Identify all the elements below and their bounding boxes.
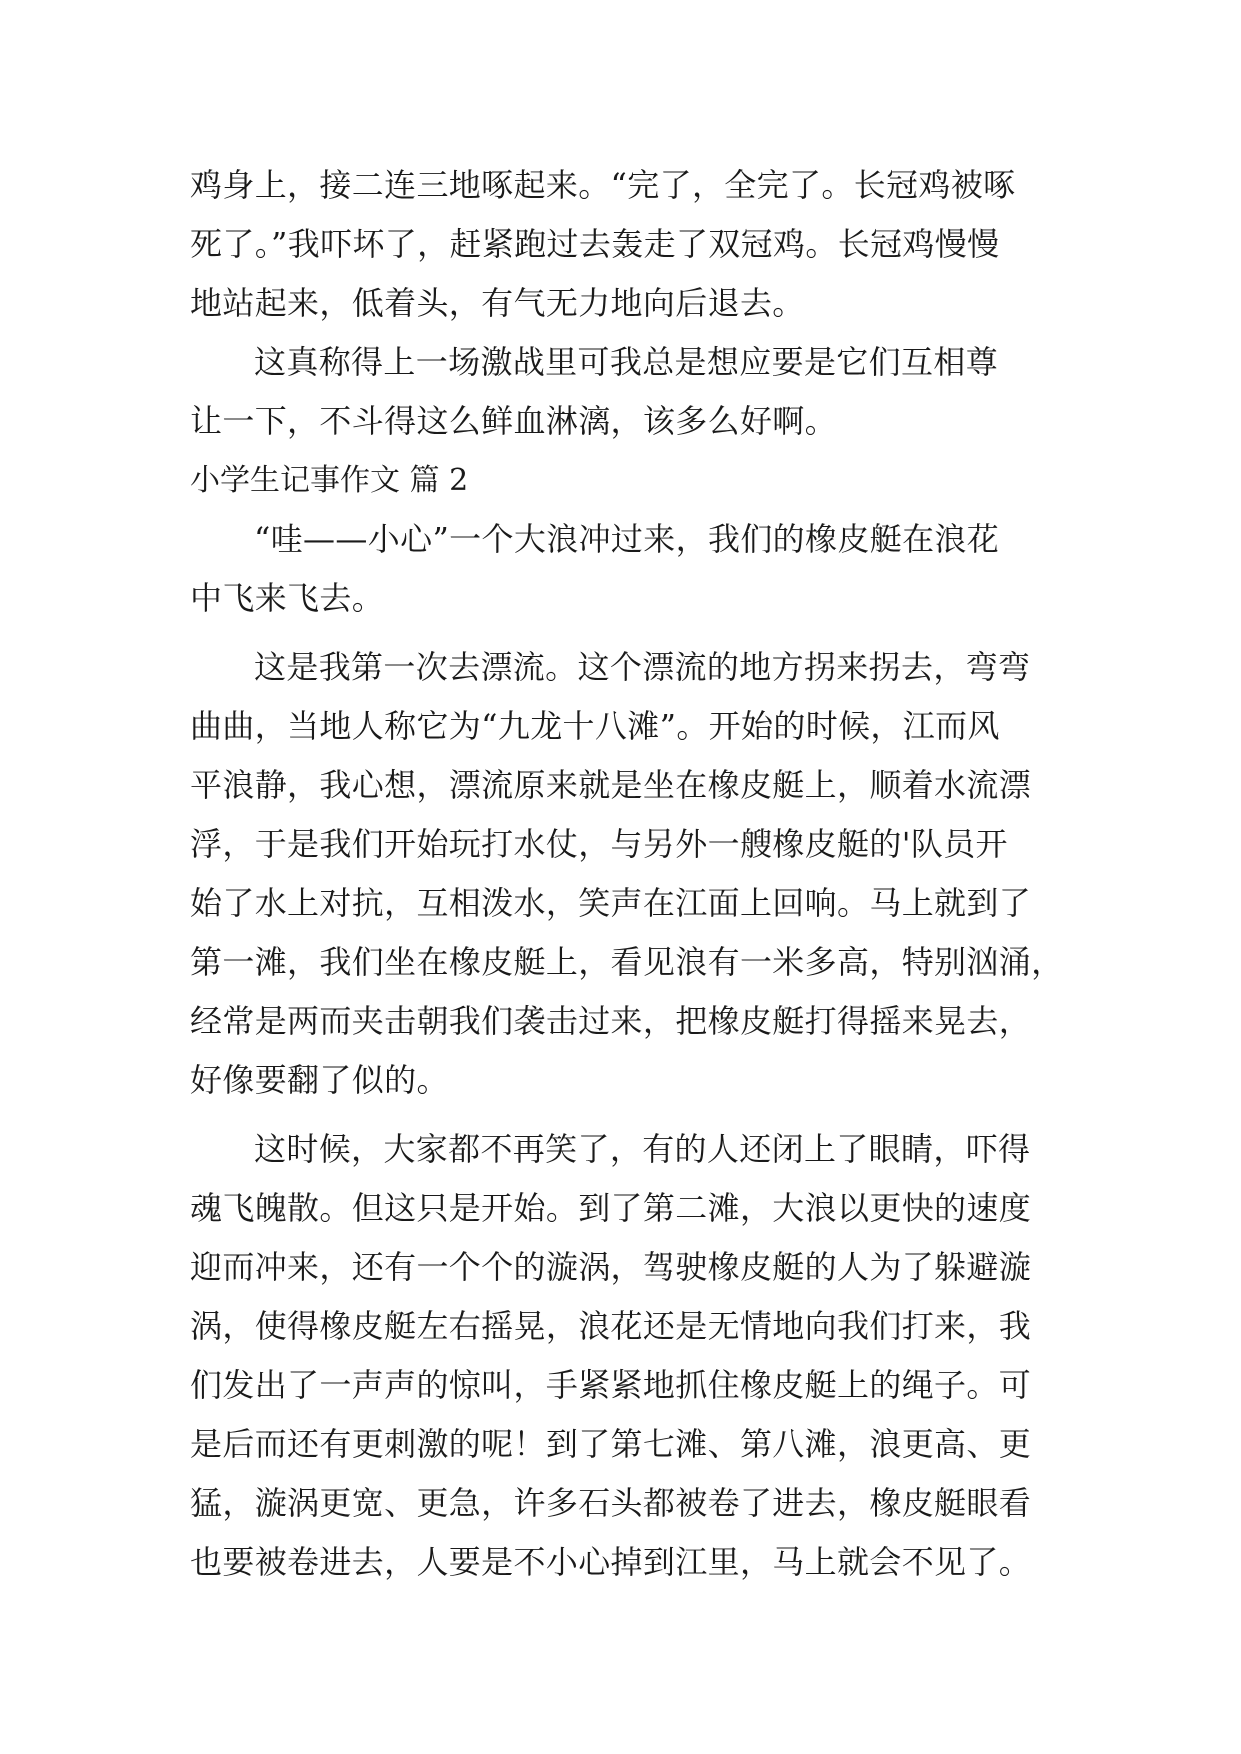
text-line: 是后而还有更刺激的呢！到了第七滩、第八滩，浪更高、更	[190, 1425, 1032, 1463]
text-line: 猛，漩涡更宽、更急，许多石头都被卷了进去，橡皮艇眼看	[190, 1484, 1032, 1522]
text-line: 魂飞魄散。但这只是开始。到了第二滩，大浪以更快的速度	[190, 1189, 1032, 1227]
text-line: 好像要翻了似的。	[190, 1061, 449, 1099]
text-line: 中飞来飞去。	[190, 579, 385, 617]
text-line: 浮，于是我们开始玩打水仗，与另外一艘橡皮艇的'队员开	[190, 825, 1008, 863]
text-line: “哇——小心”一个大浪冲过来，我们的橡皮艇在浪花	[254, 520, 1000, 558]
paragraph-spacer	[190, 1110, 1060, 1120]
text-line: 鸡身上，接二连三地啄起来。“完了，全完了。长冠鸡被啄	[190, 166, 1016, 204]
text-line: 始了水上对抗，互相泼水，笑声在江面上回响。马上就到了	[190, 884, 1032, 922]
article-body	[190, 156, 1064, 1592]
text-line: 这是我第一次去漂流。这个漂流的地方拐来拐去，弯弯	[254, 648, 1031, 686]
paragraph-spacer	[190, 628, 1060, 638]
text-line: 迎而冲来，还有一个个的漩涡，驾驶橡皮艇的人为了躲避漩	[190, 1248, 1032, 1286]
text-line: 也要被卷进去，人要是不小心掉到江里，马上就会不见了。	[190, 1543, 1032, 1581]
paragraph-5	[190, 1120, 1060, 1592]
paragraph-4	[190, 638, 1064, 1110]
section-heading: 小学生记事作文 篇 2	[190, 463, 469, 498]
text-line: 经常是两而夹击朝我们袭击过来，把橡皮艇打得摇来晃去，	[190, 1002, 1032, 1040]
text-line: 曲曲，当地人称它为“九龙十八滩”。开始的时候，江而风	[190, 707, 1000, 745]
paragraph-3	[190, 510, 1060, 628]
paragraph-2	[190, 333, 1060, 451]
text-line: 们发出了一声声的惊叫，手紧紧地抓住橡皮艇上的绳子。可	[190, 1366, 1032, 1404]
paragraph-1	[190, 156, 1060, 333]
text-line: 让一下，不斗得这么鲜血淋漓，该多么好啊。	[190, 402, 838, 440]
text-line: 这时候，大家都不再笑了，有的人还闭上了眼睛，吓得	[254, 1130, 1031, 1168]
text-line: 这真称得上一场激战里可我总是想应要是它们互相尊	[254, 343, 999, 381]
text-line: 涡，使得橡皮艇左右摇晃，浪花还是无情地向我们打来，我	[190, 1307, 1032, 1345]
text-line: 第一滩，我们坐在橡皮艇上，看见浪有一米多高，特别汹涌，	[190, 943, 1064, 981]
text-line: 地站起来，低着头，有气无力地向后退去。	[190, 284, 805, 322]
text-line: 平浪静，我心想，漂流原来就是坐在橡皮艇上，顺着水流漂	[190, 766, 1032, 804]
text-line: 死了。”我吓坏了，赶紧跑过去轰走了双冠鸡。长冠鸡慢慢	[190, 225, 1000, 263]
